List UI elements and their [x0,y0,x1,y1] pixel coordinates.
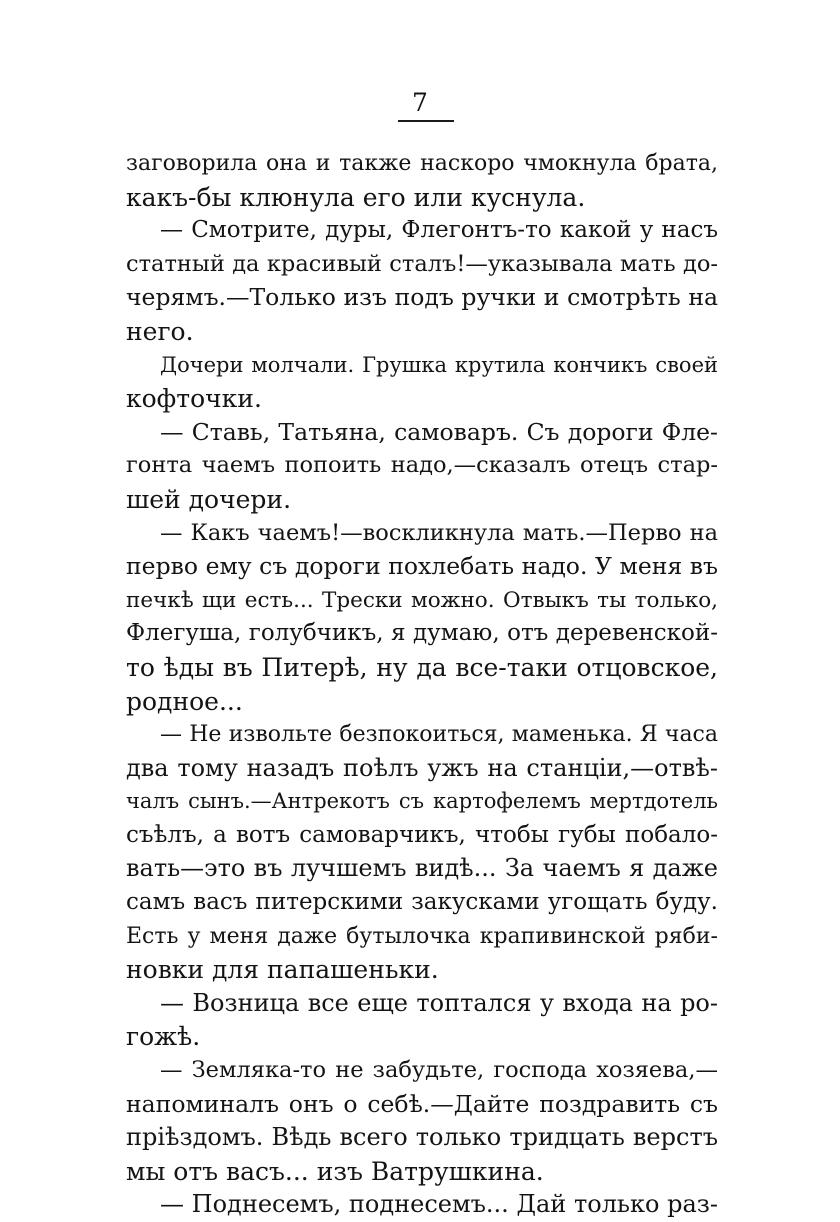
text-line: Есть у меня даже бутылочка крапивинской ряби- [126,923,718,949]
text-line: гонта чаемъ попоить надо,—сказалъ отецъ стар- [126,452,718,479]
text-line: — Ставь, Татьяна, самоваръ. Съ дороги Фле- [160,417,718,446]
text-line: чалъ сынъ.—Антрекотъ съ картофелемъ мертдотель [126,789,718,814]
text-line: два тому назадъ поѣлъ ужъ на станціи,—отвѣ- [126,753,718,782]
text-line: — Какъ чаемъ!—воскликнула мать.—Перво на [160,519,718,546]
page-number-rule [398,120,454,122]
text-line: то ѣды въ Питерѣ, ну да все-таки отцовское, [126,652,718,682]
text-line: Дочери молчали. Грушка крутила кончикъ своей [160,352,718,377]
text-line: статный да красивый сталъ!—указывала мать до- [126,250,718,277]
body-text [126,147,718,1222]
text-line: него. [126,316,194,346]
text-line: пріѣздомъ. Вѣдь всего только тридцать верстъ [126,1123,718,1152]
page-number: 7 [412,88,428,117]
text-line: — Земляка-то не забудьте, господа хозяева,— [160,1057,718,1084]
text-line: вать—это въ лучшемъ видѣ... За чаемъ я даже [126,854,718,883]
text-line: перво ему съ дороги похлебать надо. У меня въ [126,552,718,581]
text-line: черямъ.—Только изъ подъ ручки и смотрѣть на [126,283,718,312]
text-line: — Поднесемъ, поднесемъ... Дай только раз- [160,1190,718,1219]
text-line: — Не извольте безпокоиться, маменька. Я часа [160,722,718,748]
text-line: заговорила она и также наскоро чмокнула брата, [126,151,718,176]
text-line: напоминалъ онъ о себѣ.—Дайте поздравить съ [126,1089,718,1118]
text-line: родное... [126,686,243,716]
text-line: гожѣ. [126,1022,201,1052]
text-line: мы отъ васъ... изъ Ватрушкина. [126,1156,544,1186]
text-line: самъ васъ питерскими закусками угощать буду. [126,889,718,916]
text-line: — Смотрите, дуры, Флегонтъ-то какой у насъ [160,217,718,244]
text-line: новки для папашеньки. [126,955,439,985]
text-line: — Возница все еще топтался у входа на ро- [160,988,718,1017]
text-line: съѣлъ, а вотъ самоварчикъ, чтобы губы побало- [126,821,718,848]
text-line: шей дочери. [126,484,292,514]
text-line: печкѣ щи есть... Трески можно. Отвыкъ ты только, [126,587,718,613]
text-line: Флегуша, голубчикъ, я думаю, отъ деревенской- [126,620,718,647]
text-line: кофточки. [126,384,262,414]
text-line: какъ-бы клюнула его или куснула. [126,182,586,212]
